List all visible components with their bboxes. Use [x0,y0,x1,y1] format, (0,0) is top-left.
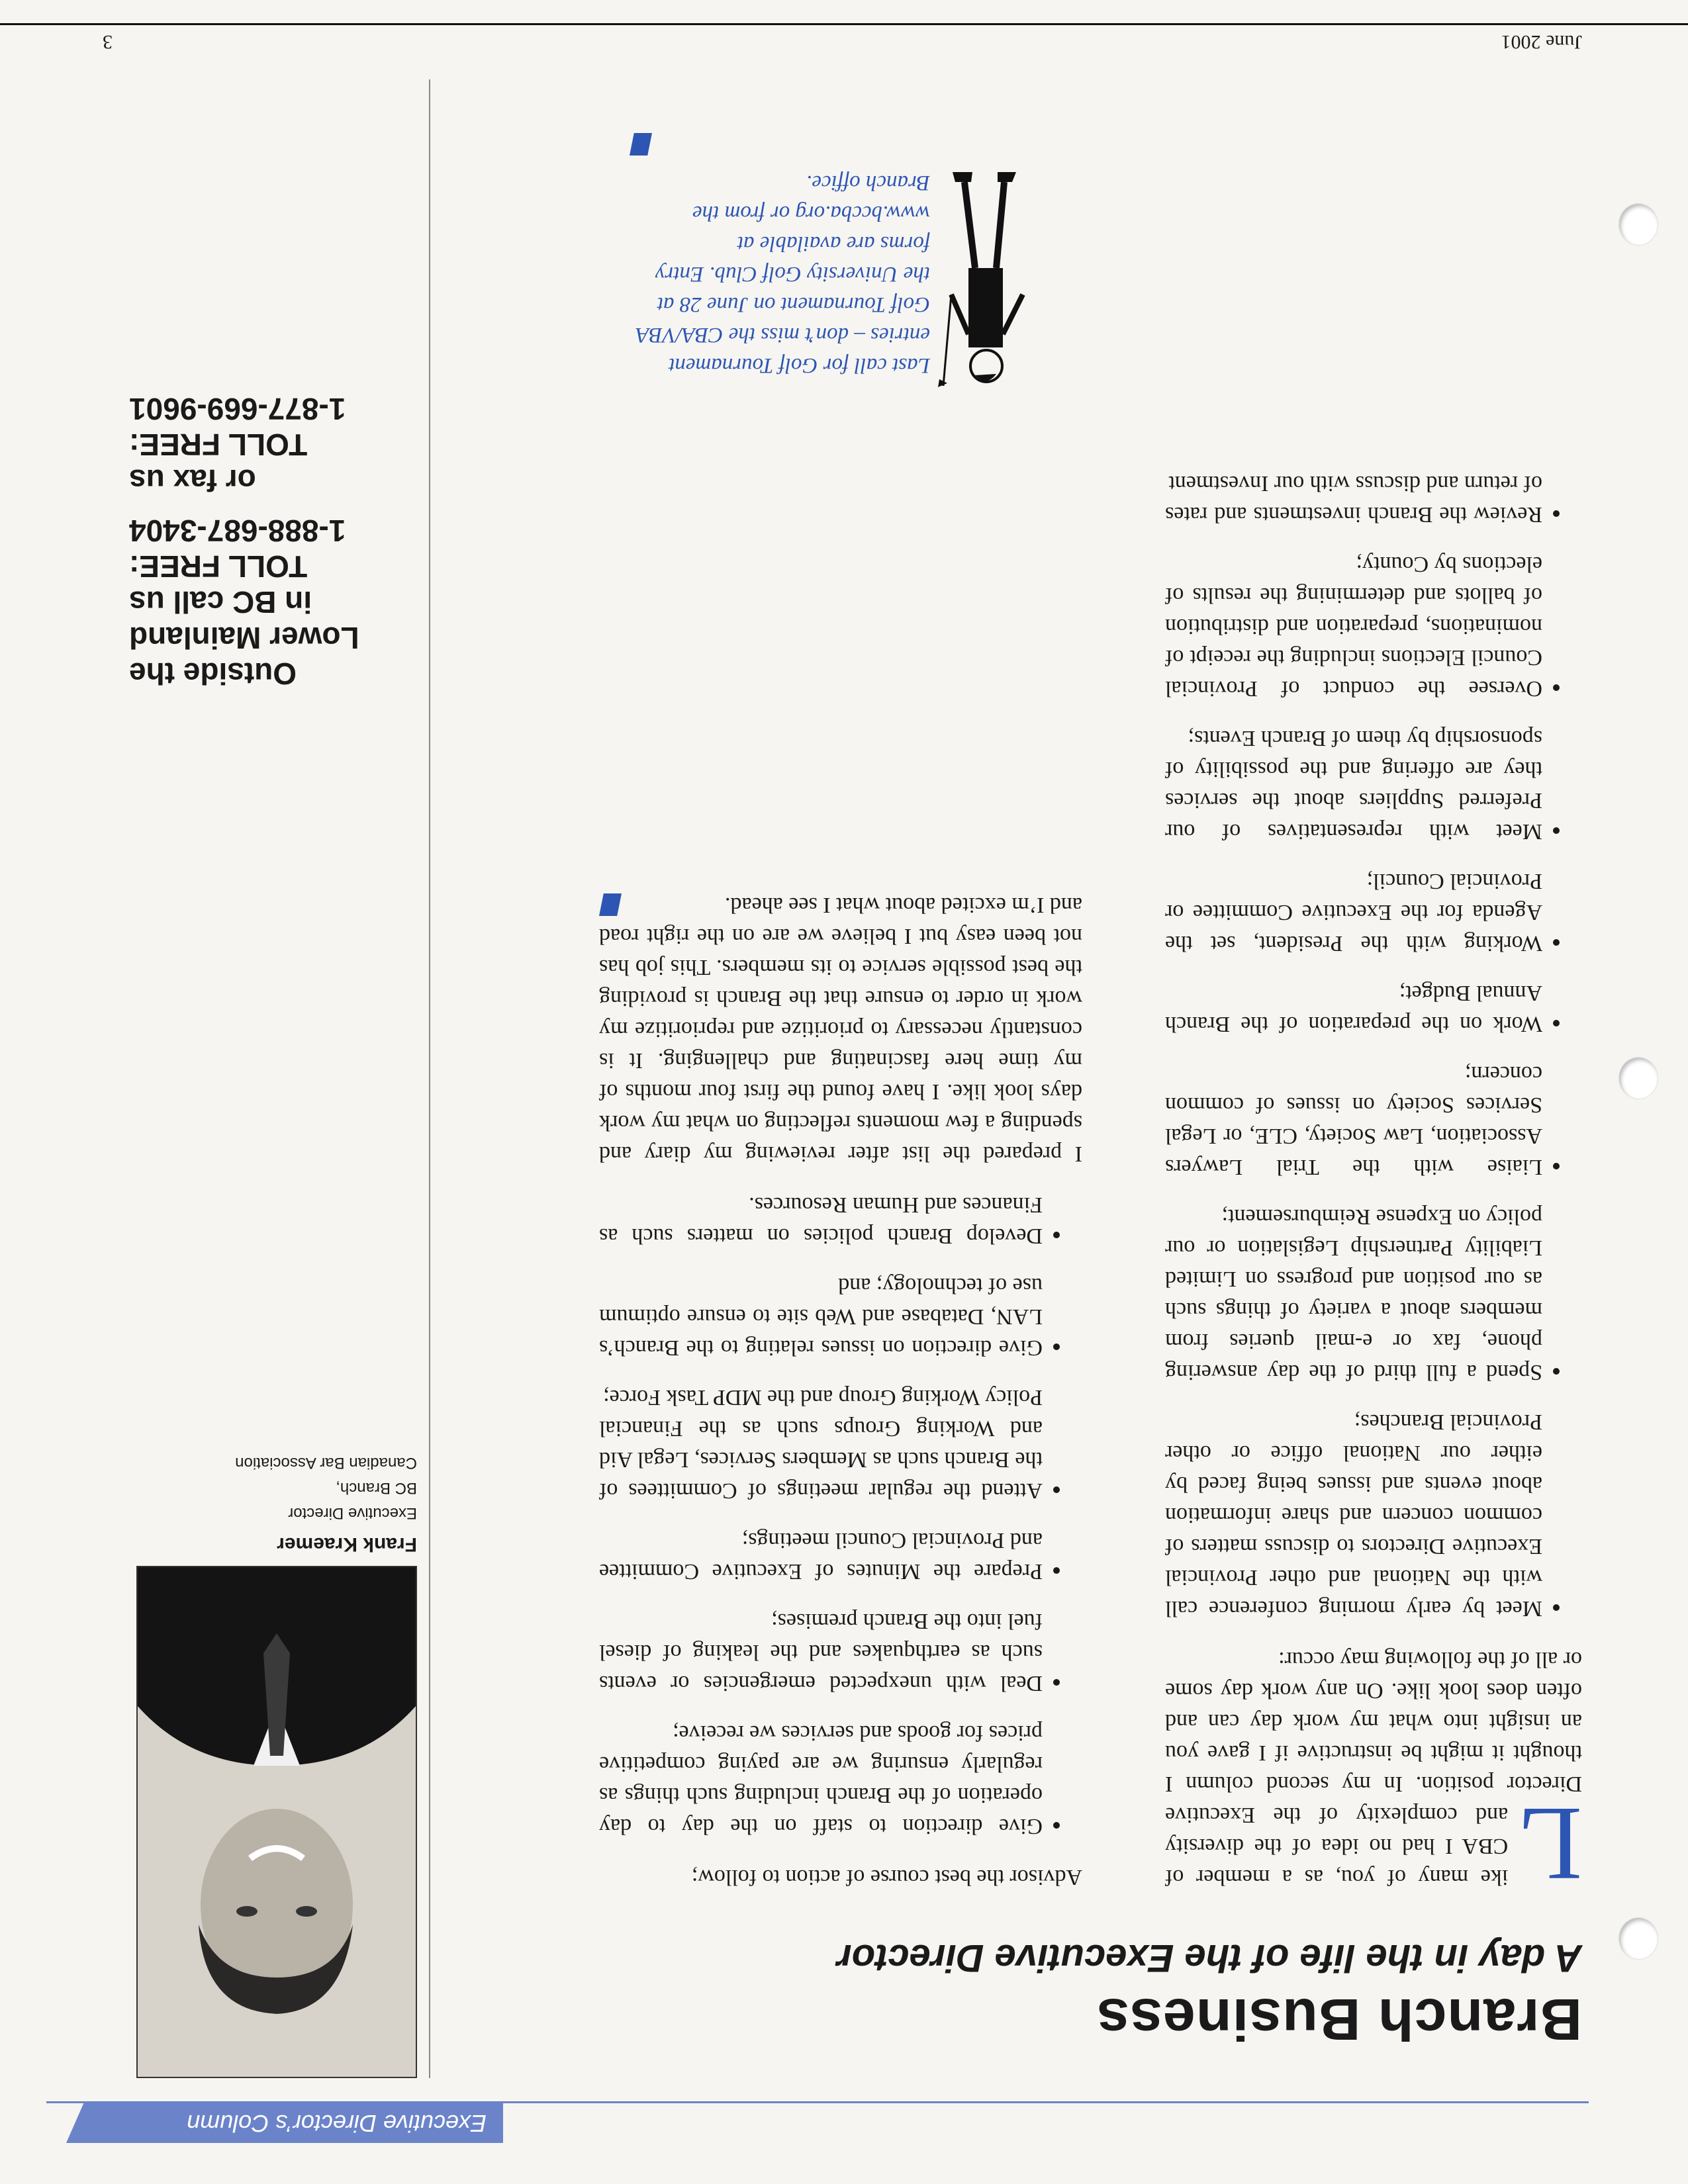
contact-heading: Outside the [129,657,297,691]
list-item: • Meet by early morning conference call with the National and other Provincial Executive Directors to discuss matters of common concern and share information about events and issues being faced by either our National office or other Provincial Branches; [1165,1406,1542,1624]
list-item: • Attend the regular meetings of Committees of the Branch such as Members Services, Legal Aid and Working Groups such as the Financial Policy Working Group and the MDP Task Force; [599,1382,1043,1506]
portrait-icon [138,1567,416,2077]
contact-heading: Lower Mainland [129,621,359,655]
list-item: • Develop Branch policies on matters such as Finances and Human Resources. [599,1189,1043,1251]
toll-free-label: TOLL FREE: [129,428,308,462]
golf-notice [626,122,1036,400]
author-caption [139,1447,417,1555]
binder-hole [1619,1918,1658,1959]
intro-text: ike many of you, as a member of CBA I had no idea of the diversity and complexity of the Executive Director position. In my second column I thought it might be instructive if I gave you an insight into what my work day can and often does look like. On any work day some or all of the following may occur: [1165,1647,1582,1889]
author-org: Canadian Bar Association [235,1454,417,1472]
article-column-2 [599,870,1082,1893]
closing-paragraph: I prepared the list after reviewing my diary and spending a few moments reflecting on what my work days look like. I have found the first four months of my time here fascinating and challenging. It is constantly necessary to prioritize and reprioritize my work in order to ensure that the Branch is providing the best possible service to its members. This job has not been easy but I believe we are on the right road and I’m excited about what I see ahead. [599,893,1082,1166]
author-photo [136,1566,417,2078]
golf-notice-text: Last call for Golf Tournament entries – don’t miss the CBA/VBA Golf Tournament on June 28 at the University Golf Club. Entry forms are available at www.bccba.org or from the Branch office. [636,171,930,377]
list-item: • Give direction on issues relating to the Branch’s LAN, Database and Web site to ensure optimum use of technology; and [599,1270,1043,1363]
list-item: • Work on the preparation of the Branch Annual Budget; [1165,978,1542,1040]
page-title: Branch Business [1096,1987,1582,2052]
list-item: • Prepare the Minutes of Executive Committee and Provincial Council meetings; [599,1525,1043,1587]
toll-free-label: TOLL FREE: [129,549,308,584]
drop-cap: L [1517,1786,1582,1903]
page-subtitle: A day in the life of the Executive Director [837,1936,1582,1979]
duties-list-1 [1165,468,1582,1624]
list-item: • Oversee the conduct of Provincial Council Elections including the receipt of nominations, preparation and distribution of ballots and determining the results of elections by County; [1165,549,1542,704]
issue-date: June 2001 [1501,31,1582,53]
list-item: • Give direction to staff on the day to day operation of the Branch including such things as regularly ensuring we are paying competitive prices for goods and services we receive; [599,1717,1043,1842]
fax-number: 1-877-669-9601 [129,392,346,426]
banner-rule [46,2101,1589,2103]
duties-list-2 [599,1189,1082,1842]
list-item: • Review the Branch investments and rates of return and discuss with our Investment [1165,468,1542,530]
article-column-1 [1165,448,1582,1903]
fax-label: or fax us [129,463,256,498]
continued-text: Advisor the best course of action to follow; [691,1865,1082,1889]
list-item: • Liaise with the Trial Lawyers Association, Law Society, CLE, or Legal Services Society on issues of common concern; [1165,1058,1542,1183]
phone-number: 1-888-687-3404 [129,514,346,548]
binder-hole [1619,204,1658,245]
author-org: BC Branch, [336,1479,417,1497]
list-item: • Working with the President, set the Agenda for the Executive Committee or Provincial Council; [1165,866,1542,959]
page-number: 3 [103,31,113,53]
list-item: • Spend a full third of the day answering phone, fax or e-mail queries from members about a variety of things such as our position and progress on Limited Liability Partnership Legislation or our policy on Expense Reimbursement; [1165,1201,1542,1388]
page-edge [0,23,1688,25]
end-mark-icon [630,133,652,156]
list-item: • Meet with representatives of our Preferred Suppliers about the services they are offering and the possibility of sponsorship by them of Branch Events; [1165,723,1542,847]
author-role: Executive Director [288,1504,417,1522]
author-name: Frank Kraemer [277,1533,417,1555]
contact-box [129,391,407,692]
column-divider [429,79,430,2078]
banner-label: Executive Director’s Column [187,2110,487,2137]
list-item: • Deal with unexpected emergencies or events such as earthquakes and the leaking of diesel fuel into the Branch premises; [599,1606,1043,1699]
intro-paragraph [1165,1644,1582,1903]
binder-hole [1619,1058,1658,1099]
contact-heading: in BC call us [129,585,312,619]
golfer-icon [937,129,1036,394]
